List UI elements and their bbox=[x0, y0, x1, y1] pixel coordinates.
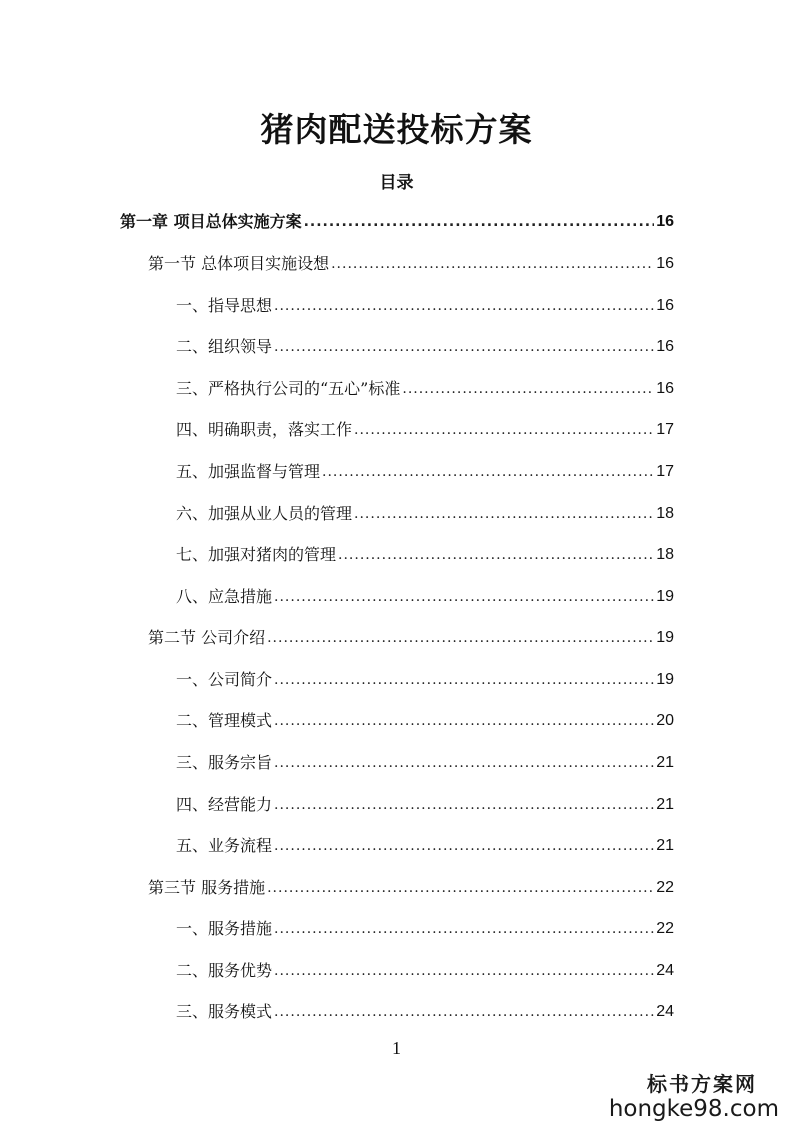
toc-entry-item[interactable] bbox=[176, 500, 674, 524]
toc-dot-leader bbox=[274, 961, 654, 981]
toc-entry-item[interactable] bbox=[176, 707, 674, 731]
toc-entry-label: 五、业务流程 bbox=[176, 836, 273, 855]
toc-entry-label: 六、加强从业人员的管理 bbox=[176, 504, 353, 523]
toc-entry-page: 18 bbox=[656, 505, 674, 522]
toc-entry-label: 七、加强对猪肉的管理 bbox=[176, 545, 337, 564]
toc-entry-item[interactable] bbox=[176, 957, 674, 981]
toc-entry-item[interactable] bbox=[176, 915, 674, 939]
toc-entry-page: 24 bbox=[656, 1003, 674, 1020]
toc-entry-page: 18 bbox=[656, 546, 674, 563]
toc-entry-item[interactable] bbox=[176, 458, 674, 482]
toc-dot-leader bbox=[338, 545, 654, 565]
watermark-url: hongke98.com bbox=[608, 1096, 779, 1122]
toc-entry-label: 八、应急措施 bbox=[176, 587, 273, 606]
toc-dot-leader bbox=[274, 753, 654, 773]
toc-entry-item[interactable] bbox=[176, 832, 674, 856]
toc-entry-item[interactable] bbox=[176, 416, 674, 440]
toc-entry-chapter-1[interactable] bbox=[120, 208, 674, 232]
toc-dot-leader bbox=[274, 836, 654, 856]
toc-dot-leader bbox=[274, 296, 654, 316]
toc-dot-leader bbox=[274, 1002, 654, 1022]
toc-dot-leader bbox=[322, 462, 654, 482]
toc-entry-page: 19 bbox=[656, 629, 674, 646]
toc-entry-section-1[interactable] bbox=[148, 250, 674, 274]
toc-heading: 目录 bbox=[379, 173, 414, 193]
toc-entry-label: 一、服务措施 bbox=[176, 919, 273, 938]
toc-entry-page: 21 bbox=[656, 754, 674, 771]
toc-entry-item[interactable] bbox=[176, 666, 674, 690]
toc-entry-page: 17 bbox=[656, 463, 674, 480]
page-number: 1 bbox=[392, 1038, 401, 1058]
toc-entry-label: 三、服务模式 bbox=[176, 1002, 273, 1021]
toc-dot-leader bbox=[354, 420, 654, 440]
watermark-title: 标书方案网 bbox=[647, 1072, 757, 1096]
toc-entry-label: 第三节 服务措施 bbox=[148, 878, 266, 897]
document-title: 猪肉配送投标方案 bbox=[260, 110, 533, 149]
toc-entry-label: 第二节 公司介绍 bbox=[148, 628, 266, 647]
toc-dot-leader bbox=[274, 670, 654, 690]
toc-entry-label: 四、明确职责，落实工作 bbox=[176, 420, 353, 439]
toc-entry-page: 22 bbox=[656, 920, 674, 937]
toc-entry-page: 19 bbox=[656, 588, 674, 605]
toc-entry-label: 四、经营能力 bbox=[176, 795, 273, 814]
toc-dot-leader bbox=[354, 504, 654, 524]
toc-entry-label: 二、组织领导 bbox=[176, 337, 273, 356]
toc-entry-label: 三、服务宗旨 bbox=[176, 753, 273, 772]
toc-entry-item[interactable] bbox=[176, 791, 674, 815]
toc-entry-page: 20 bbox=[656, 712, 674, 729]
toc-entry-label: 第一节 总体项目实施设想 bbox=[148, 254, 330, 273]
toc-entry-page: 16 bbox=[656, 338, 674, 355]
toc-entry-label: 二、管理模式 bbox=[176, 711, 273, 730]
toc-entry-section-3[interactable] bbox=[148, 874, 674, 898]
toc-entry-page: 16 bbox=[656, 297, 674, 314]
toc-entry-item[interactable] bbox=[176, 375, 674, 399]
toc-dot-leader bbox=[331, 254, 654, 274]
toc-dot-leader bbox=[274, 919, 654, 939]
toc-entry-page: 16 bbox=[656, 213, 674, 230]
toc-entry-page: 24 bbox=[656, 962, 674, 979]
toc-entry-page: 16 bbox=[656, 255, 674, 272]
toc-entry-label: 三、严格执行公司的“五心”标准 bbox=[176, 379, 401, 398]
toc-entry-page: 21 bbox=[656, 837, 674, 854]
toc-entry-item[interactable] bbox=[176, 998, 674, 1022]
toc-entry-item[interactable] bbox=[176, 333, 674, 357]
toc-dot-leader bbox=[267, 628, 654, 648]
toc-entry-label: 第一章 项目总体实施方案 bbox=[120, 212, 302, 231]
toc-entry-page: 21 bbox=[656, 796, 674, 813]
toc-dot-leader bbox=[304, 212, 655, 232]
toc-entry-page: 17 bbox=[656, 421, 674, 438]
toc-entry-item[interactable] bbox=[176, 583, 674, 607]
toc-entry-label: 一、公司简介 bbox=[176, 670, 273, 689]
toc-entry-item[interactable] bbox=[176, 541, 674, 565]
toc-entry-page: 16 bbox=[656, 380, 674, 397]
toc-entry-label: 二、服务优势 bbox=[176, 961, 273, 980]
toc-dot-leader bbox=[274, 587, 654, 607]
toc-entry-page: 22 bbox=[656, 879, 674, 896]
toc-dot-leader bbox=[274, 795, 654, 815]
toc-entry-item[interactable] bbox=[176, 292, 674, 316]
toc-dot-leader bbox=[274, 711, 654, 731]
toc-entry-label: 五、加强监督与管理 bbox=[176, 462, 321, 481]
toc-entry-section-2[interactable] bbox=[148, 624, 674, 648]
toc-entry-label: 一、指导思想 bbox=[176, 296, 273, 315]
toc-dot-leader bbox=[267, 878, 654, 898]
toc-dot-leader bbox=[402, 379, 654, 399]
toc-entry-page: 19 bbox=[656, 671, 674, 688]
toc-entry-item[interactable] bbox=[176, 749, 674, 773]
toc-dot-leader bbox=[274, 337, 654, 357]
site-watermark bbox=[609, 1068, 779, 1121]
